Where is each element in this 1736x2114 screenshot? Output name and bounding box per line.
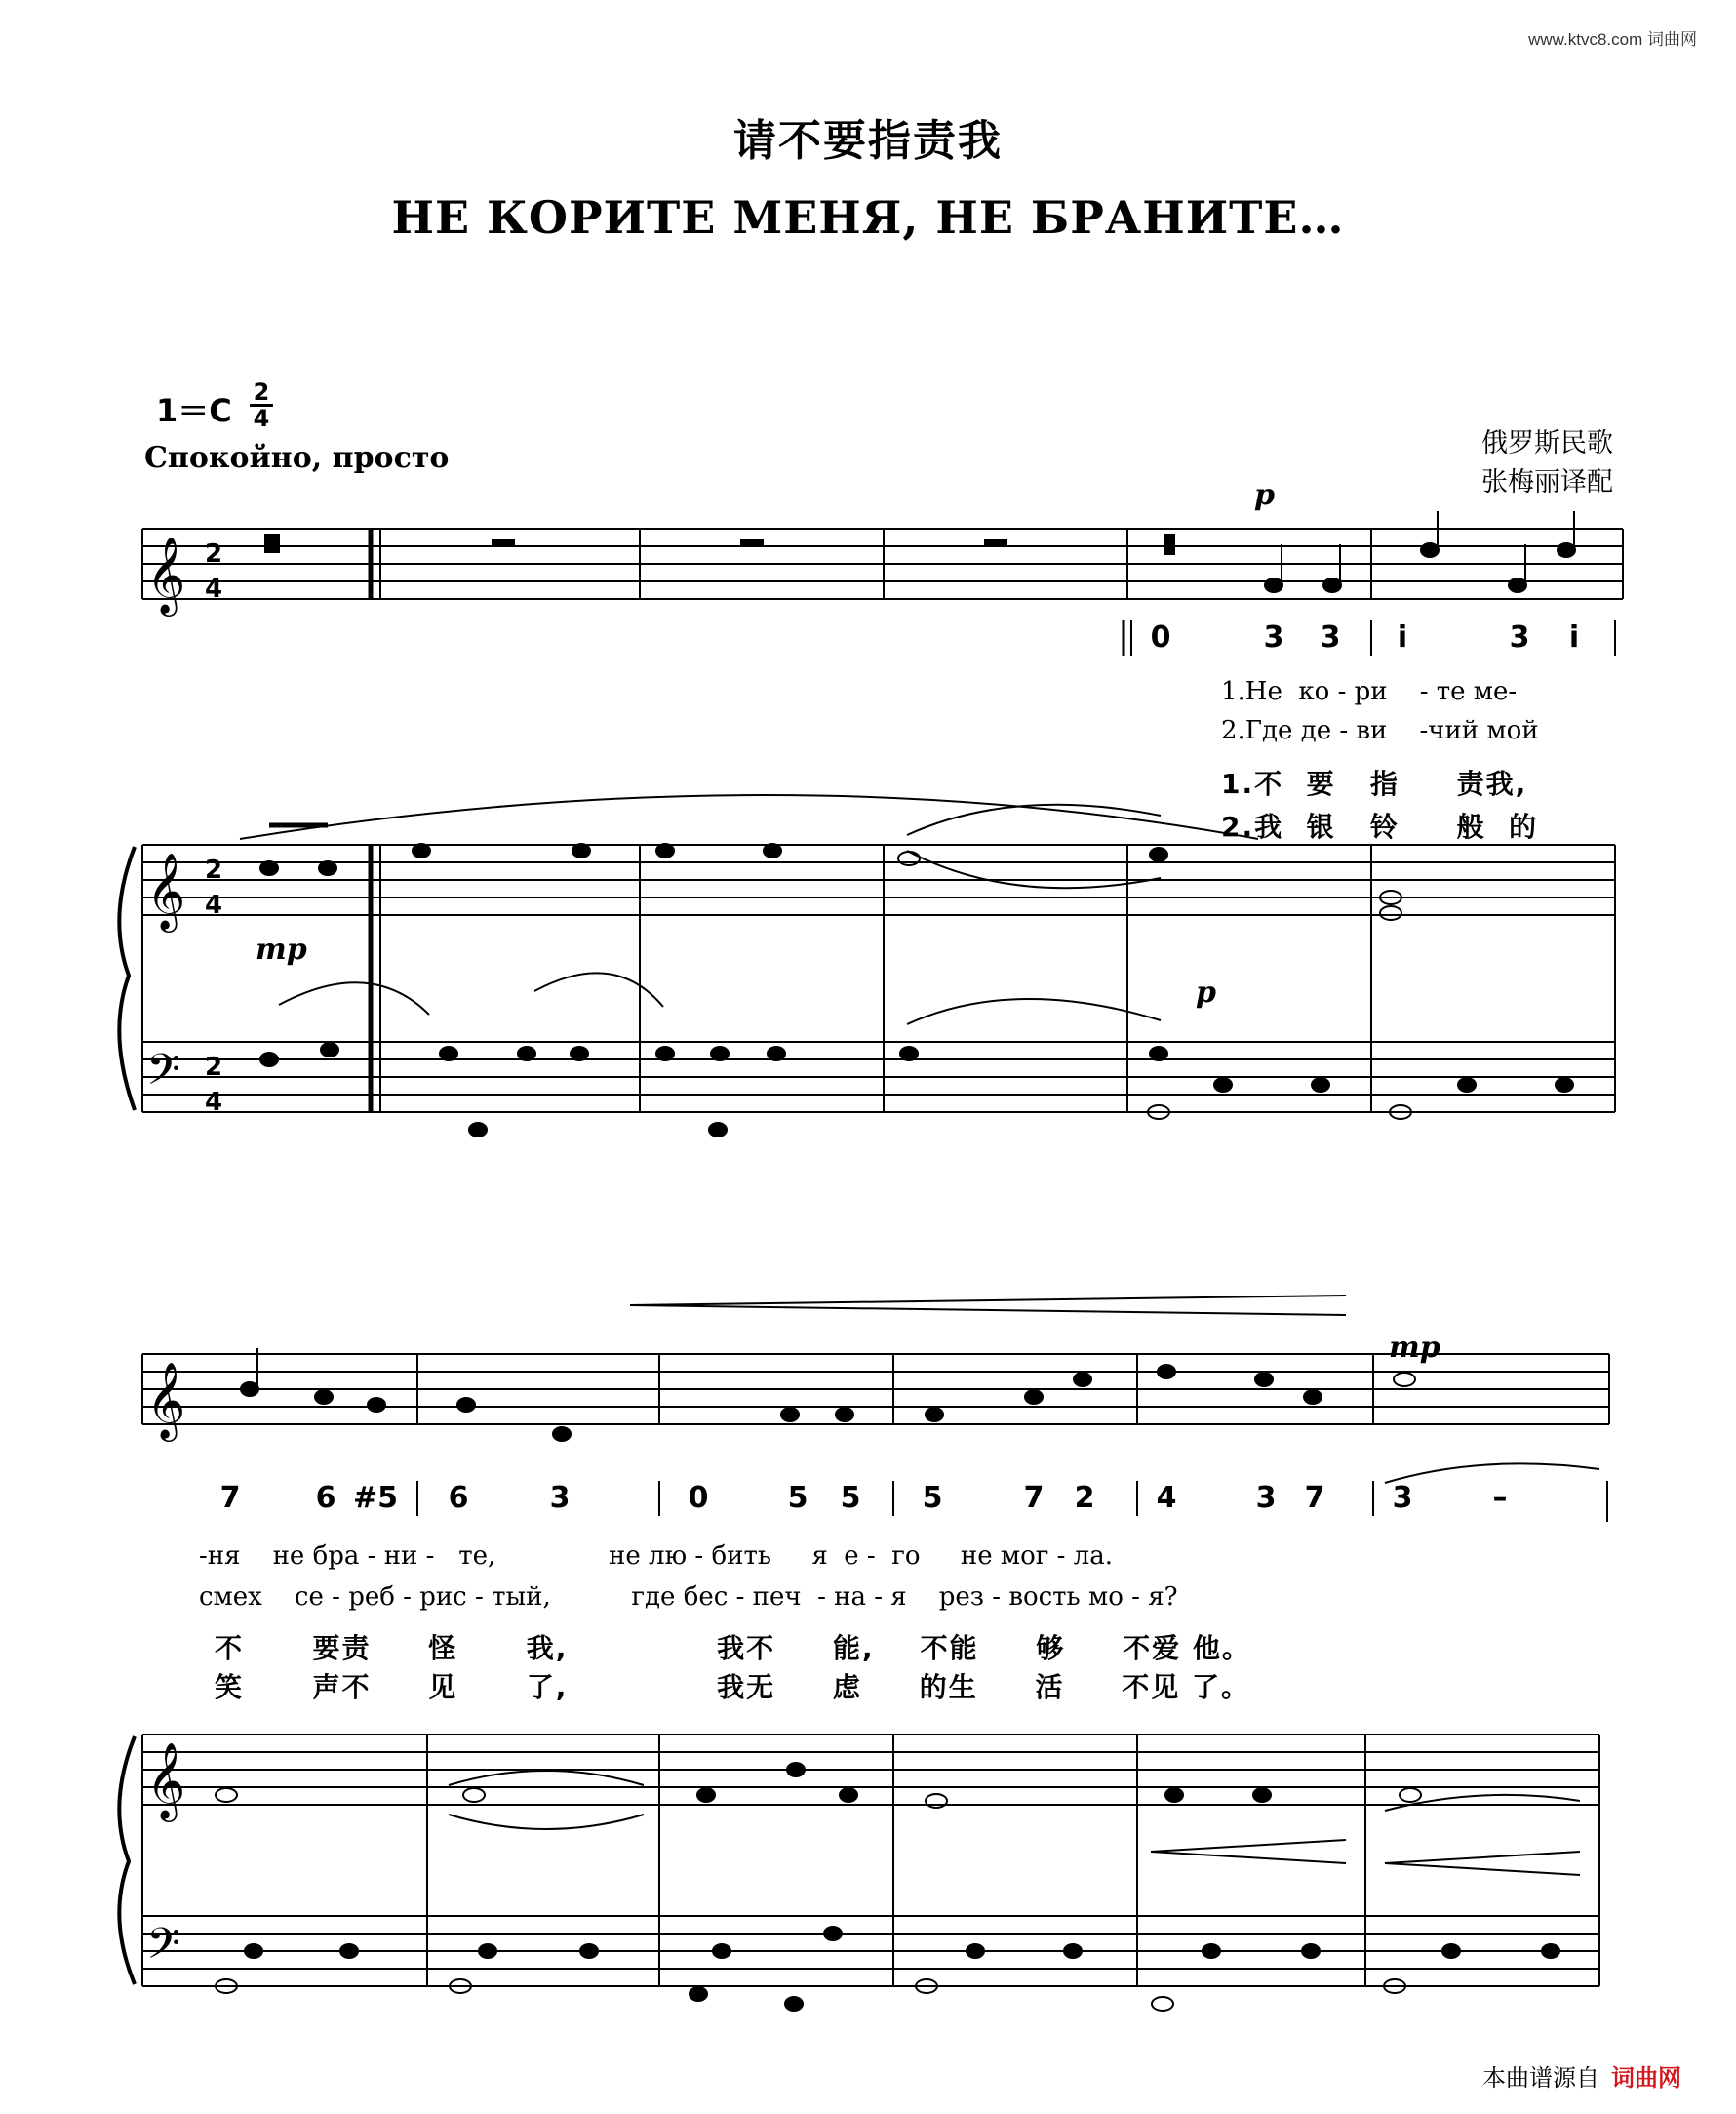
jianpu-note: i [1397, 620, 1408, 655]
dynamic-p: p [1254, 478, 1275, 512]
vocal-staff-1 [142, 529, 1623, 599]
jianpu-note: 7 [1023, 1481, 1045, 1515]
treble-clef-icon: 𝄞 [146, 537, 186, 614]
jianpu-note: 3 [1255, 1481, 1277, 1515]
quarter-rest-icon [265, 535, 279, 552]
jianpu-note: 3 [1320, 620, 1341, 655]
jianpu-note: 0 [1150, 620, 1171, 655]
genre-credit: 俄罗斯民歌 [1481, 428, 1613, 459]
key-signature-text: 1＝C [156, 392, 232, 429]
lyrics-cn-verse-1: 不 要责 怪 我, 我不 能, 不能 够 不爱 他。 [215, 1632, 1251, 1664]
lyrics-ru-verse-1: 1.Не ко - ри - те ме- [1221, 677, 1518, 706]
jianpu-note: 2 [1074, 1481, 1095, 1515]
title-chinese: 请不要指责我 [733, 116, 1003, 166]
source-credit: 本曲谱源自 词曲网 [1482, 2064, 1681, 2092]
piano-treble-staff-2 [142, 1735, 1599, 1805]
treble-clef-icon: 𝄞 [146, 1742, 186, 1819]
brace-2 [119, 1736, 135, 1984]
tempo-marking: Спокойно, просто [144, 441, 450, 475]
jianpu-note: – [1492, 1481, 1508, 1515]
lyrics-ru-verse-1: -ня не бра - ни - те, не лю - бить я е - го не мог - ла. [199, 1541, 1113, 1571]
bass-clef-icon: 𝄢 [146, 1918, 180, 1979]
dynamic-mp: mp [256, 933, 307, 967]
jianpu-note: 3 [1509, 620, 1530, 655]
lyrics-ru-verse-2: 2.Где де - ви -чий мой [1221, 716, 1539, 745]
svg-text:4: 4 [205, 891, 223, 920]
jianpu-note: 6 [315, 1481, 336, 1515]
piano-bass-staff-1 [142, 845, 1615, 1112]
piano-bass-staff-2 [142, 1735, 1599, 1986]
svg-text:2: 2 [205, 1053, 223, 1082]
jianpu-note: 3 [1392, 1481, 1413, 1515]
title-russian: НЕ КОРИТЕ МЕНЯ, НЕ БРАНИТЕ… [391, 191, 1345, 244]
jianpu-note: 7 [219, 1481, 241, 1515]
lyrics-cn-verse-2: 笑 声不 见 了, 我无 虑 的生 活 不见 了。 [215, 1671, 1251, 1703]
svg-text:4: 4 [205, 575, 223, 604]
svg-text:2: 2 [205, 856, 223, 885]
jianpu-note: #5 [353, 1481, 399, 1515]
jianpu-note: 7 [1304, 1481, 1325, 1515]
lyrics-cn-verse-1: 1.不 要 指 责我, [1221, 768, 1528, 800]
brand-link[interactable]: 词曲网 [1611, 2064, 1681, 2092]
jianpu-note: 3 [1263, 620, 1284, 655]
svg-text:2: 2 [205, 539, 223, 569]
time-signature-text: 2 4 [250, 380, 273, 430]
jianpu-note: 5 [922, 1481, 943, 1515]
jianpu-note: i [1568, 620, 1580, 655]
jianpu-note: 0 [688, 1481, 709, 1515]
jianpu-note: 5 [840, 1481, 861, 1515]
translator-credit: 张梅丽译配 [1481, 467, 1613, 498]
lyrics-ru-verse-2: смех се - реб - рис - тый, где бес - печ - на - я рез - вость мо - я? [199, 1582, 1178, 1612]
jianpu-note: 4 [1156, 1481, 1177, 1515]
bass-clef-icon: 𝄢 [146, 1044, 180, 1105]
brace-1 [119, 847, 135, 1110]
jianpu-note: 3 [549, 1481, 571, 1515]
jianpu-note: 5 [787, 1481, 809, 1515]
treble-clef-icon: 𝄞 [146, 1362, 186, 1439]
jianpu-note: 6 [448, 1481, 469, 1515]
dynamic-mp: mp [1389, 1331, 1440, 1365]
lyrics-cn-verse-2: 2.我 银 铃 般 的 [1221, 811, 1539, 843]
svg-text:4: 4 [205, 1088, 223, 1117]
dynamic-p: p [1196, 976, 1216, 1010]
treble-clef-icon: 𝄞 [146, 853, 186, 930]
site-url: www.ktvc8.com 词曲网 [1528, 30, 1697, 49]
